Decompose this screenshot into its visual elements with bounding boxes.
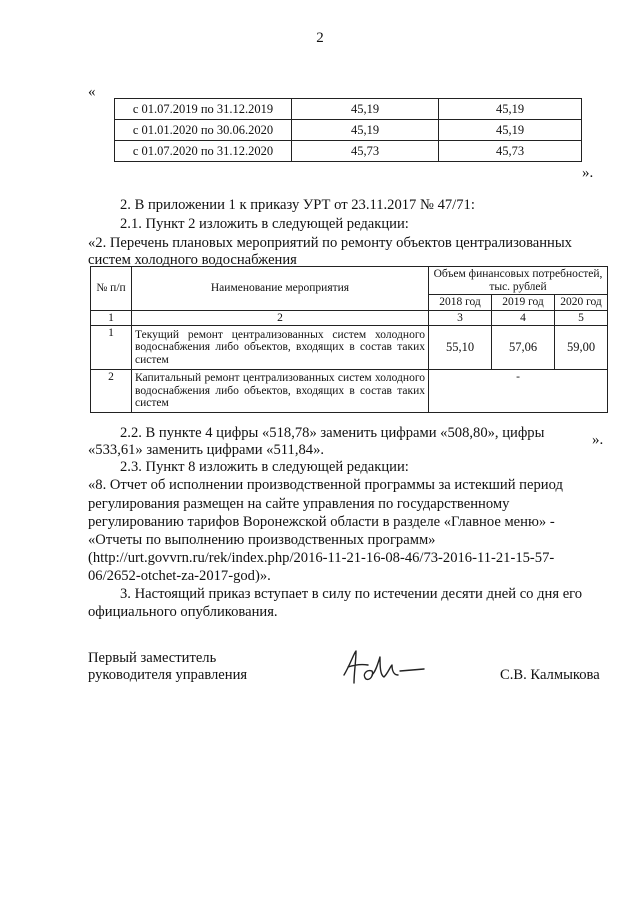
signatory-name: С.В. Калмыкова xyxy=(500,667,600,683)
table-row xyxy=(91,370,608,413)
value-cell: 45,19 xyxy=(292,99,439,120)
tariff-table xyxy=(114,98,582,162)
value-2018: 55,10 xyxy=(429,326,492,370)
paragraph-8: (http://urt.govvrn.ru/rek/index.php/2016-11-21-16-08-46/73-2016-11-21-15-57- xyxy=(88,550,555,566)
table-row xyxy=(91,310,608,326)
measure-name: Капитальный ремонт централизованных систем холодного водоснабжения либо объектов, входящих в состав таких систем xyxy=(132,370,429,413)
measure-name: Текущий ремонт централизованных систем холодного водоснабжения либо объектов, входящих в состав таких систем xyxy=(132,326,429,370)
paragraph-2-2: 2.2. В пункте 4 цифры «518,78» заменить цифрами «508,80», цифры xyxy=(120,425,545,441)
table-row xyxy=(115,99,582,120)
table-row xyxy=(115,120,582,141)
paragraph-2-3: 2.3. Пункт 8 изложить в следующей редакции: xyxy=(120,459,409,475)
value-2019: 57,06 xyxy=(492,326,555,370)
index-cell: 4 xyxy=(492,310,555,326)
year-header: 2020 год xyxy=(555,295,608,311)
paragraph-2: 2. В приложении 1 к приказу УРТ от 23.11.2017 № 47/71: xyxy=(120,197,475,213)
table-row xyxy=(115,141,582,162)
header-volume: Объем финансовых потребностей, тыс. рублей xyxy=(429,267,608,295)
merged-value: - xyxy=(429,370,608,413)
period-cell: с 01.07.2019 по 31.12.2019 xyxy=(115,99,292,120)
period-cell: с 01.07.2020 по 31.12.2020 xyxy=(115,141,292,162)
index-cell: 3 xyxy=(429,310,492,326)
value-cell: 45,19 xyxy=(439,99,582,120)
year-header: 2018 год xyxy=(429,295,492,311)
table-row xyxy=(91,326,608,370)
quote-close: ». xyxy=(592,432,604,448)
quote-open: « xyxy=(88,84,96,100)
paragraph-8: 06/2652-otchet-za-2017-god)». xyxy=(88,568,271,584)
quote-close: ». xyxy=(582,165,594,181)
handwritten-signature xyxy=(340,645,430,690)
paragraph-2-1-text: систем холодного водоснабжения xyxy=(88,252,297,268)
value-cell: 45,73 xyxy=(292,141,439,162)
paragraph-8: регулированию тарифов Воронежской области в разделе «Главное меню» - xyxy=(88,514,555,530)
index-cell: 2 xyxy=(132,310,429,326)
paragraph-2-1-text: «2. Перечень плановых мероприятий по ремонту объектов централизованных xyxy=(88,235,572,251)
row-num: 2 xyxy=(91,370,132,413)
paragraph-8: «Отчеты по выполнению производственных программ» xyxy=(88,532,436,548)
value-cell: 45,73 xyxy=(439,141,582,162)
row-num: 1 xyxy=(91,326,132,370)
paragraph-8: регулирования размещен на сайте управления по государственному xyxy=(88,496,510,512)
paragraph-2-1: 2.1. Пункт 2 изложить в следующей редакции: xyxy=(120,216,409,232)
value-cell: 45,19 xyxy=(439,120,582,141)
period-cell: с 01.01.2020 по 30.06.2020 xyxy=(115,120,292,141)
signatory-title: Первый заместитель xyxy=(88,650,217,666)
index-cell: 1 xyxy=(91,310,132,326)
value-2020: 59,00 xyxy=(555,326,608,370)
index-cell: 5 xyxy=(555,310,608,326)
paragraph-3: 3. Настоящий приказ вступает в силу по истечении десяти дней со дня его xyxy=(120,586,583,602)
signatory-title: руководителя управления xyxy=(88,667,248,683)
page-number: 2 xyxy=(316,30,324,46)
year-header: 2019 год xyxy=(492,295,555,311)
paragraph-3: официального опубликования. xyxy=(88,604,278,620)
header-name: Наименование мероприятия xyxy=(132,267,429,311)
header-num: № п/п xyxy=(91,267,132,311)
paragraph-2-2: «533,61» заменить цифрами «511,84». xyxy=(88,442,325,458)
paragraph-8: «8. Отчет об исполнении производственной программы за истекший период xyxy=(88,477,563,493)
value-cell: 45,19 xyxy=(292,120,439,141)
measures-table xyxy=(90,266,608,413)
